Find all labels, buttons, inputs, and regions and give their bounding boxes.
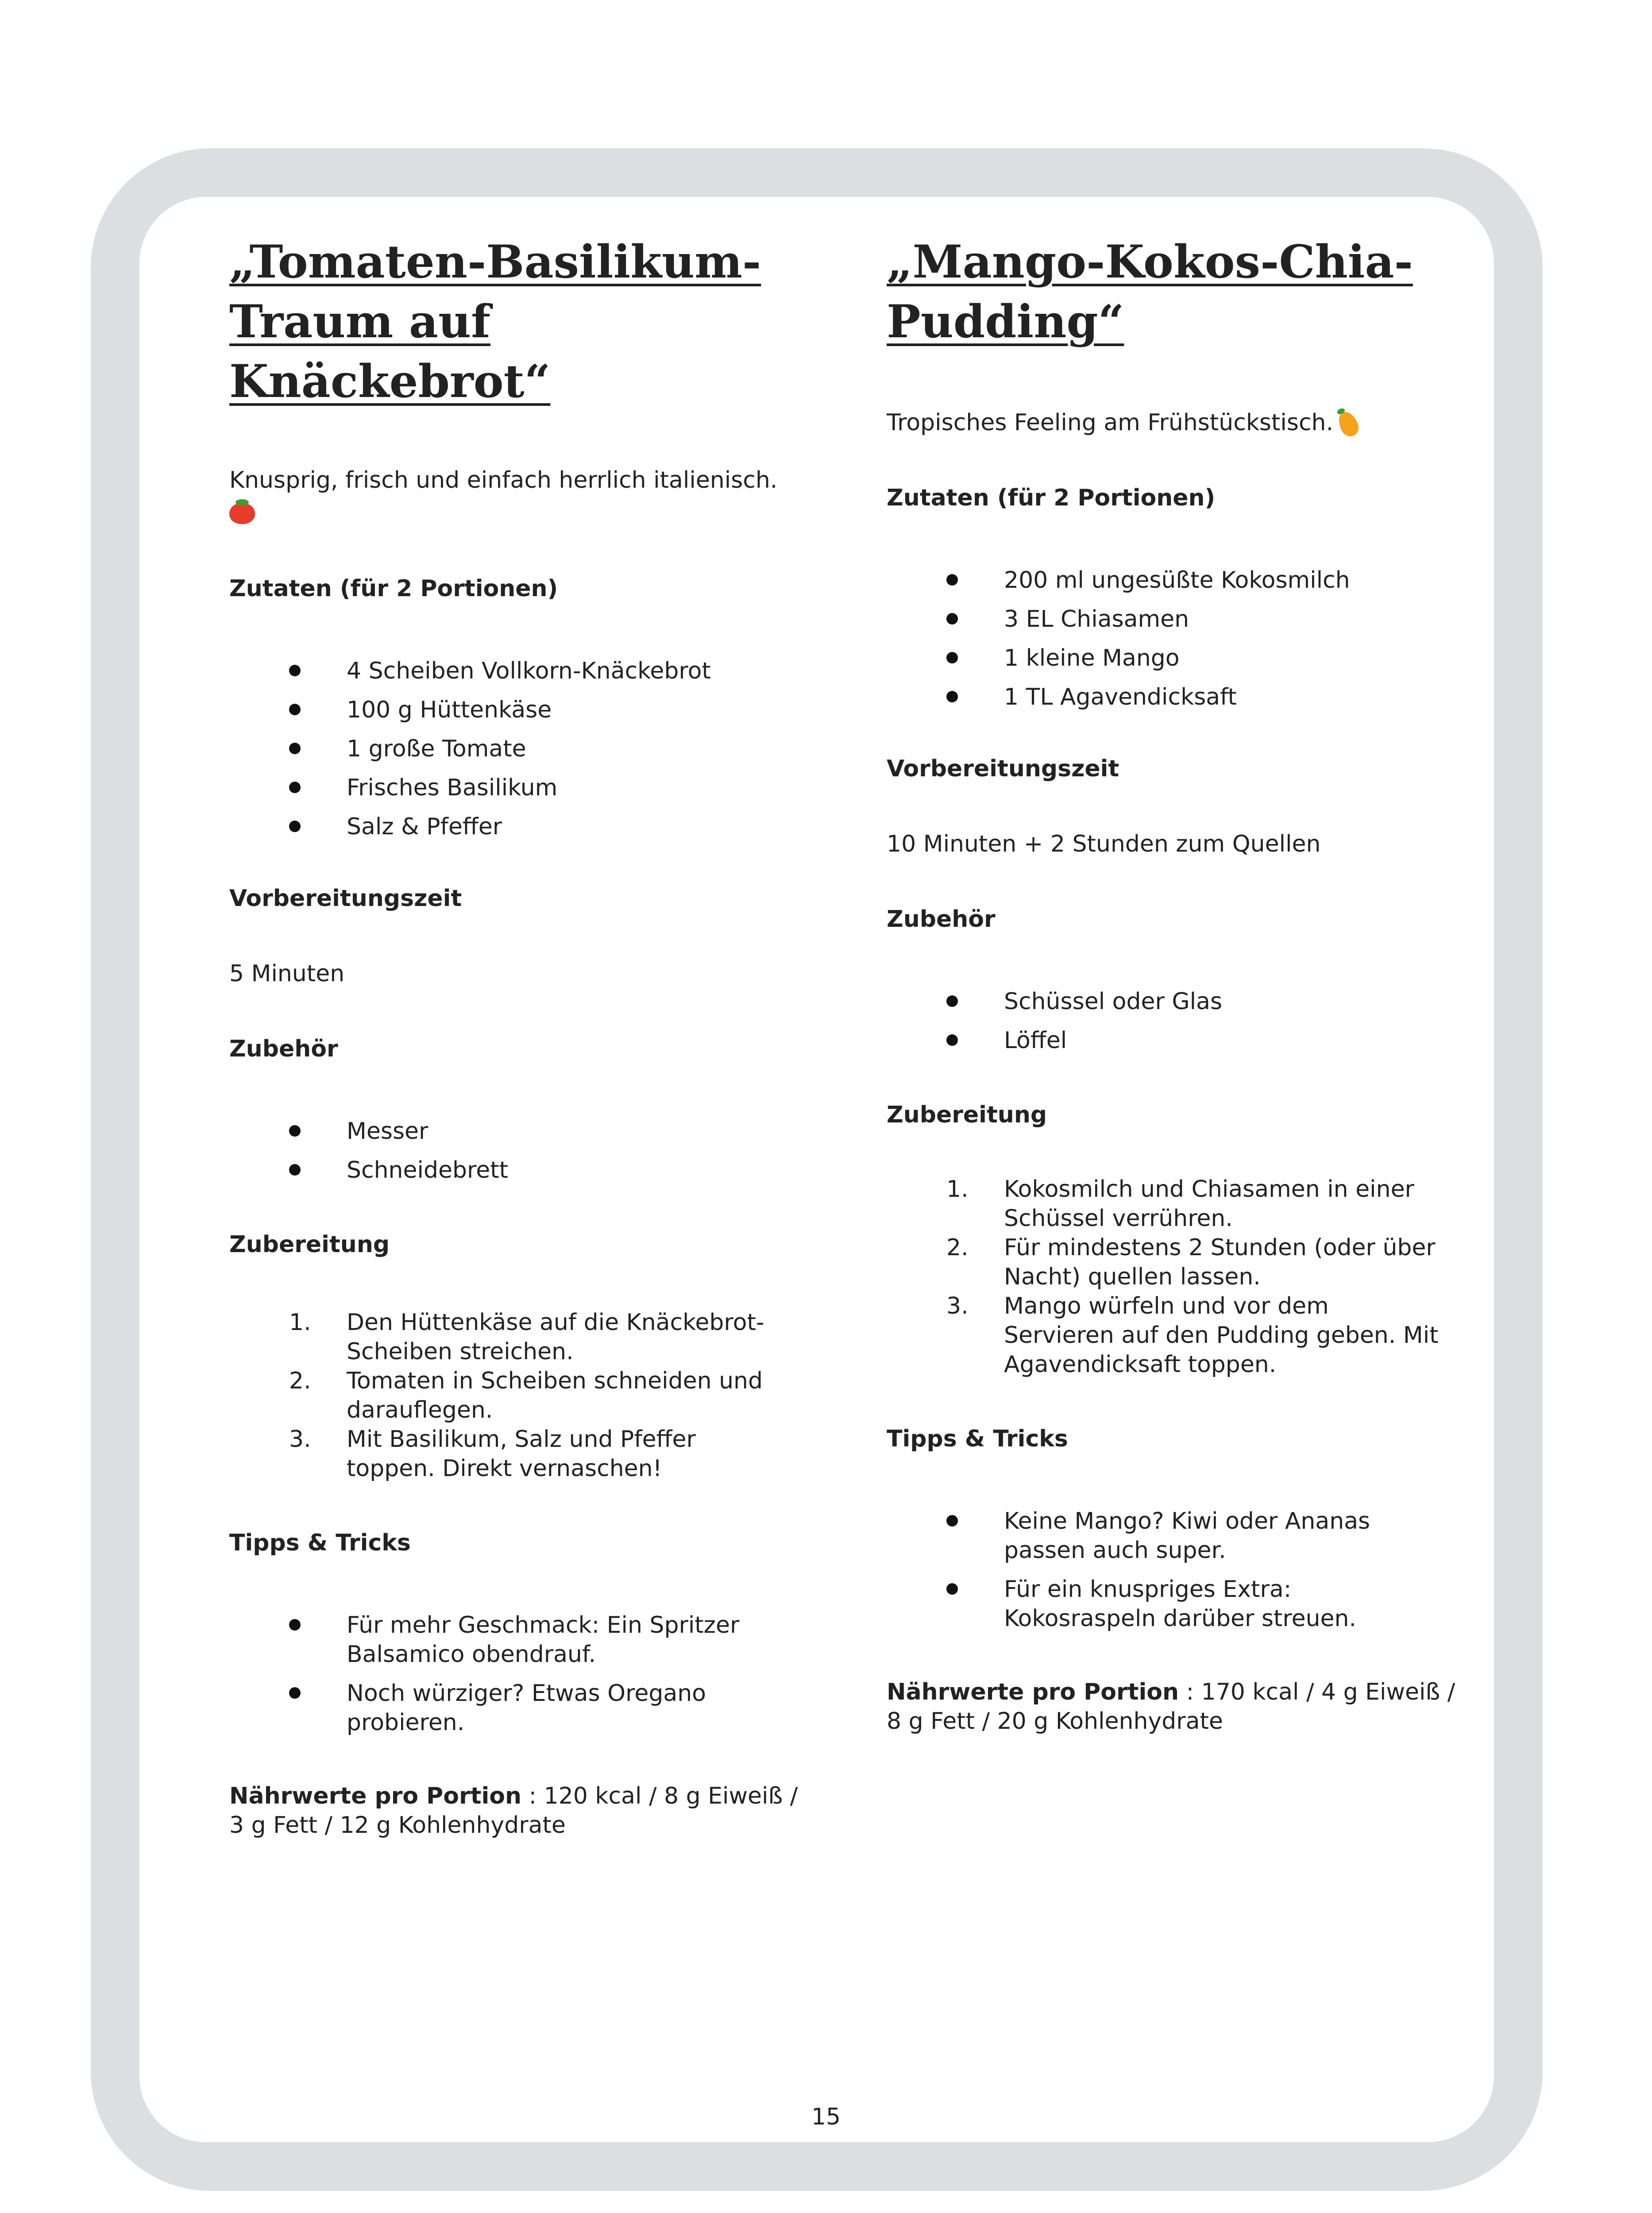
- tip-text: passen auch super.: [1004, 1537, 1226, 1564]
- tip-text: Für ein knuspriges Extra:: [1004, 1576, 1292, 1603]
- ingredients-heading: Zutaten (für 2 Portionen): [229, 575, 558, 602]
- list-item: 1 TL Agavendicksaft: [887, 682, 1475, 712]
- step-number: 3.: [946, 1293, 969, 1319]
- nutrition-values: : 170 kcal / 4 g Eiweiß /: [1179, 1679, 1455, 1705]
- nutrition-label: Nährwerte pro Portion: [887, 1679, 1179, 1705]
- nutrition-info: [887, 1677, 1475, 1736]
- tip-text: Kokosraspeln darüber streuen.: [1004, 1605, 1357, 1632]
- tools-heading: Zubehör: [887, 906, 996, 933]
- recipe-right: [887, 232, 1475, 1736]
- tagline-text: Knusprig, frisch und einfach herrlich italienisch.: [229, 467, 778, 493]
- list-item: 3 EL Chiasamen: [887, 605, 1475, 634]
- step-number: 2.: [946, 1234, 969, 1261]
- step-number: 1.: [289, 1309, 311, 1336]
- ingredients-list: [887, 566, 1475, 712]
- step-text: Den Hüttenkäse auf die Knäckebrot-: [347, 1309, 764, 1336]
- step-number: 2.: [289, 1368, 311, 1394]
- step-text: Für mindestens 2 Stunden (oder über: [1004, 1234, 1436, 1261]
- nutrition-values: 8 g Fett / 20 g Kohlenhydrate: [887, 1708, 1223, 1735]
- recipe-tagline: [887, 407, 1475, 438]
- prep-time: 5 Minuten: [229, 960, 345, 987]
- prep-time: 10 Minuten + 2 Stunden zum Quellen: [887, 831, 1321, 857]
- list-item: Löffel: [887, 1026, 1475, 1055]
- step-number: 1.: [946, 1176, 969, 1203]
- step-item: [887, 1233, 1475, 1292]
- list-item: Frisches Basilikum: [229, 773, 818, 802]
- step-text: Nacht) quellen lassen.: [1004, 1264, 1261, 1290]
- steps-list: [229, 1308, 818, 1483]
- list-item: Schüssel oder Glas: [887, 987, 1475, 1016]
- step-text: Agavendicksaft toppen.: [1004, 1351, 1277, 1378]
- title-line: „Tomaten-Basilikum-: [229, 235, 761, 289]
- title-line: „Mango-Kokos-Chia-: [887, 235, 1413, 289]
- step-text: Mit Basilikum, Salz und Pfeffer: [347, 1426, 696, 1453]
- step-item: [887, 1292, 1475, 1379]
- title-line: Traum auf Knäckebrot“: [229, 295, 551, 408]
- step-item: [887, 1175, 1475, 1233]
- tip-text: Noch würziger? Etwas Oregano: [347, 1680, 706, 1707]
- tips-heading: Tipps & Tricks: [887, 1426, 1068, 1452]
- prep-heading: Vorbereitungszeit: [229, 885, 462, 912]
- step-text: Servieren auf den Pudding geben. Mit: [1004, 1322, 1439, 1349]
- list-item: 200 ml ungesüßte Kokosmilch: [887, 566, 1475, 595]
- ingredients-heading: Zutaten (für 2 Portionen): [887, 485, 1216, 511]
- list-item: 1 große Tomate: [229, 734, 818, 763]
- step-text: Tomaten in Scheiben schneiden und: [347, 1368, 763, 1394]
- tip-text: Balsamico obendrauf.: [347, 1641, 596, 1668]
- step-item: [229, 1308, 818, 1366]
- steps-heading: Zubereitung: [229, 1231, 390, 1258]
- step-text: toppen. Direkt vernaschen!: [347, 1455, 662, 1482]
- tip-text: probieren.: [347, 1709, 465, 1736]
- nutrition-info: [229, 1781, 818, 1840]
- prep-heading: Vorbereitungszeit: [887, 756, 1119, 782]
- step-item: [229, 1366, 818, 1425]
- tools-heading: Zubehör: [229, 1036, 338, 1062]
- tools-list: [887, 987, 1475, 1055]
- steps-heading: Zubereitung: [887, 1102, 1047, 1128]
- step-item: [229, 1425, 818, 1483]
- tools-list: [229, 1117, 818, 1185]
- nutrition-label: Nährwerte pro Portion: [229, 1783, 522, 1809]
- list-item: 100 g Hüttenkäse: [229, 695, 818, 725]
- list-item: [229, 1611, 818, 1669]
- mango-icon: [1335, 409, 1362, 439]
- list-item: [887, 1575, 1475, 1633]
- nutrition-values: : 120 kcal / 8 g Eiweiß /: [521, 1783, 798, 1809]
- step-text: Scheiben streichen.: [347, 1338, 574, 1365]
- step-number: 3.: [289, 1426, 311, 1453]
- step-text: Kokosmilch und Chiasamen in einer: [1004, 1176, 1414, 1203]
- tips-list: [229, 1611, 818, 1737]
- recipe-left: [229, 232, 818, 1840]
- list-item: Salz & Pfeffer: [229, 812, 818, 841]
- list-item: Messer: [229, 1117, 818, 1146]
- list-item: [887, 1507, 1475, 1565]
- recipe-title: [229, 232, 818, 412]
- title-line: Pudding“: [887, 295, 1124, 348]
- steps-list: [887, 1175, 1475, 1379]
- ingredients-list: [229, 656, 818, 841]
- list-item: Schneidebrett: [229, 1156, 818, 1185]
- tip-text: Keine Mango? Kiwi oder Ananas: [1004, 1508, 1370, 1534]
- tips-heading: Tipps & Tricks: [229, 1530, 411, 1556]
- step-text: Schüssel verrühren.: [1004, 1205, 1233, 1232]
- list-item: [229, 1679, 818, 1737]
- tips-list: [887, 1507, 1475, 1633]
- recipe-title: [887, 232, 1475, 352]
- step-text: darauflegen.: [347, 1397, 493, 1423]
- page-number: 15: [811, 2104, 841, 2130]
- recipe-tagline: [229, 465, 818, 527]
- list-item: 1 kleine Mango: [887, 644, 1475, 673]
- step-text: Mango würfeln und vor dem: [1004, 1293, 1329, 1319]
- tip-text: Für mehr Geschmack: Ein Spritzer: [347, 1612, 740, 1639]
- tomato-icon: [229, 503, 255, 524]
- tagline-text: Tropisches Feeling am Frühstückstisch.: [887, 409, 1334, 436]
- nutrition-values: 3 g Fett / 12 g Kohlenhydrate: [229, 1812, 566, 1839]
- list-item: 4 Scheiben Vollkorn-Knäckebrot: [229, 656, 818, 686]
